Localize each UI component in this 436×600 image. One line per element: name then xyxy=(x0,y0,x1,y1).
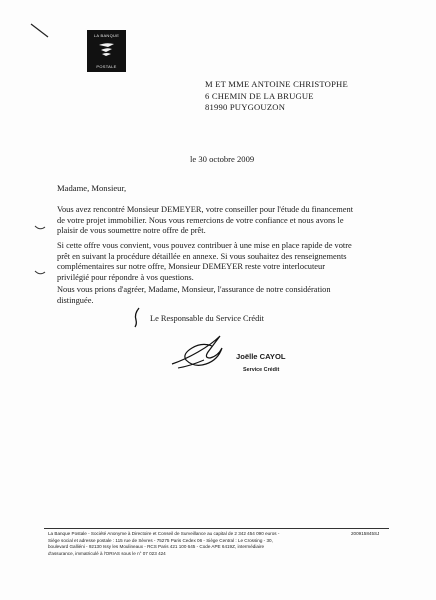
stray-pen-mark xyxy=(30,22,50,40)
signature-title: Le Responsable du Service Crédit xyxy=(150,314,264,323)
bird-emblem-icon xyxy=(97,41,116,59)
document-reference: 200915845SJ xyxy=(351,531,380,536)
paragraph-line: prêt en suivant la procédure détaillée en annexe. Si vous souhaitez des renseignements xyxy=(57,251,347,261)
bank-logo xyxy=(87,30,126,72)
footer-divider xyxy=(44,528,389,529)
paragraph-line: Nous vous prions d'agréer, Madame, Monsieur, l'assurance de notre considération xyxy=(57,285,331,294)
paragraph-introduction xyxy=(57,205,354,237)
legal-footer xyxy=(48,531,348,557)
paragraph-line: privilégié pour répondre à vos questions. xyxy=(57,272,194,282)
margin-fold-mark xyxy=(34,270,46,276)
signer-name: Joëlle CAYOL xyxy=(236,352,286,361)
salutation: Madame, Monsieur, xyxy=(57,183,127,193)
address-line: 81990 PUYGOUZON xyxy=(205,102,286,112)
margin-fold-mark xyxy=(34,225,46,231)
paragraph-closing xyxy=(57,285,347,306)
footer-line: d'assurance, immatriculé à l'ORIAS sous le n° 07 023 424 xyxy=(48,550,166,556)
recipient-address xyxy=(205,79,348,114)
address-line: M ET MME ANTOINE CHRISTOPHE xyxy=(205,79,348,89)
pen-tick-mark xyxy=(130,306,148,328)
logo-top-text: LA BANQUE xyxy=(93,33,120,38)
paragraph-line: distinguée. xyxy=(57,295,94,305)
paragraph-line: Si cette offre vous convient, vous pouvez contribuer à une mise en place rapide de votre xyxy=(57,241,352,250)
paragraph-line: plaisir de vous soumettre notre offre de prêt. xyxy=(57,226,206,235)
letter-date: le 30 octobre 2009 xyxy=(190,154,255,164)
logo-bottom-text: POSTALE xyxy=(96,64,117,69)
paragraph-line: de votre projet immobilier. Nous vous remercions de votre confiance et nous avons le xyxy=(57,215,344,225)
signer-department: Service Crédit xyxy=(243,367,280,373)
address-line: 6 CHEMIN DE LA BRUGUE xyxy=(205,90,314,101)
footer-line: La Banque Postale - Société Anonyme à Directoire et Conseil de Surveillance au capital de 2 342 454 090 euros - xyxy=(48,531,280,536)
paragraph-procedure xyxy=(57,241,352,283)
handwritten-signature xyxy=(168,330,230,372)
footer-line: Siège social et adresse postale : 115 rue de Sèvres - 75275 Paris Cedex 06 - Siège Central : Le Crossing - 30, xyxy=(48,537,273,543)
paragraph-line: complémentaires sur notre offre, Monsieur DEMEYER reste votre interlocuteur xyxy=(57,262,325,271)
footer-line: boulevard Galliéni - 92130 Issy les Moulineaux - RCS Paris 421 100 645 - Code APE 6419Z, intermédiaire xyxy=(48,544,265,550)
paragraph-line: Vous avez rencontré Monsieur DEMEYER, votre conseiller pour l'étude du financement xyxy=(57,205,354,214)
